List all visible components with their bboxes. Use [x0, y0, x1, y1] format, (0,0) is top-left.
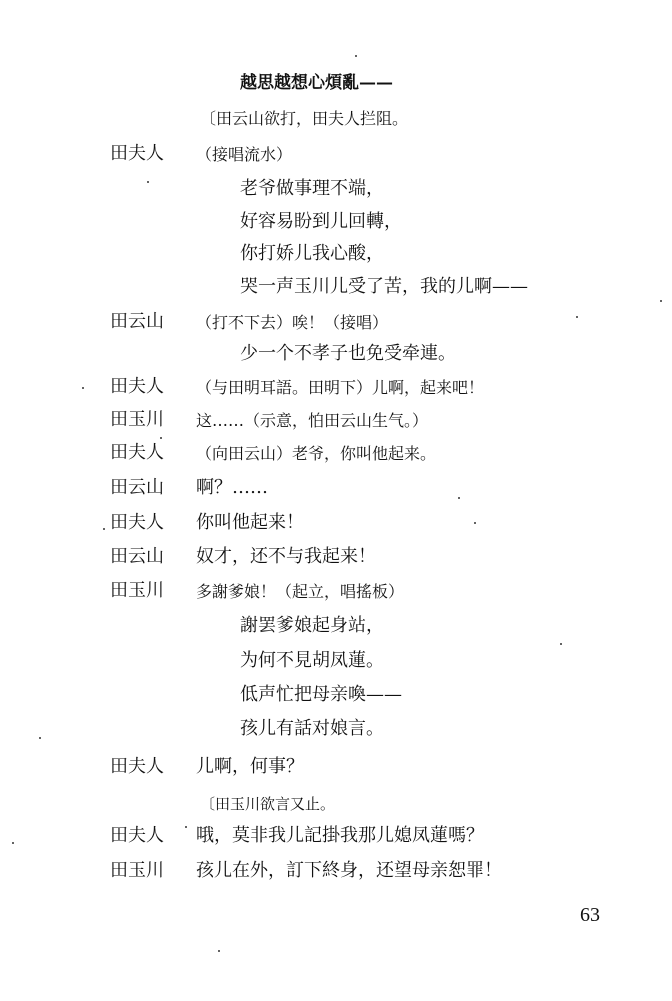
dialogue-line: （与田明耳語。田明下）儿啊，起来吧！: [196, 378, 485, 397]
dialogue-line: 儿啊，何事？: [196, 756, 304, 777]
print-speck: [103, 528, 105, 530]
print-speck: [218, 950, 220, 952]
sung-line: 孩儿有話对娘言。: [240, 718, 384, 739]
print-speck: [660, 300, 662, 302]
sung-line: 低声忙把母亲喚——: [240, 684, 402, 705]
print-speck: [576, 316, 578, 318]
sung-line: 好容易盼到儿回轉，: [240, 211, 402, 232]
dialogue-line: 哦，莫非我儿記掛我那儿媳凤蓮嗎？: [196, 825, 484, 846]
dialogue-line: 你叫他起来！: [196, 512, 304, 533]
speaker-name: 田玉川: [110, 580, 164, 601]
speaker-name: 田云山: [110, 546, 164, 567]
speaker-name: 田云山: [110, 477, 164, 498]
print-speck: [160, 437, 162, 439]
dialogue-line: 这……（示意，怕田云山生气。）: [196, 411, 429, 430]
stage-direction: 〔田玉川欲言又止。: [200, 795, 336, 813]
speaker-name: 田夫人: [110, 143, 164, 164]
stage-direction: 〔田云山欲打，田夫人拦阻。: [200, 109, 409, 128]
speaker-name: 田夫人: [110, 376, 164, 397]
dialogue-line: 多謝爹娘！（起立，唱搖板）: [196, 582, 405, 601]
sung-line: 哭一声玉川儿受了苦，我的儿啊——: [240, 276, 528, 297]
print-speck: [147, 181, 149, 183]
page-number: 63: [580, 904, 600, 926]
sung-line: 少一个不孝子也免受牵連。: [240, 343, 456, 364]
print-speck: [474, 522, 476, 524]
speaker-name: 田夫人: [110, 825, 164, 846]
speaker-name: 田夫人: [110, 756, 164, 777]
speaker-name: 田云山: [110, 311, 164, 332]
dialogue-line: 奴才，还不与我起来！: [196, 546, 376, 567]
print-speck: [185, 826, 187, 828]
print-speck: [82, 387, 84, 389]
speaker-name: 田夫人: [110, 512, 164, 533]
dialogue-line: （打不下去）唉！（接唱）: [196, 313, 389, 332]
sung-line: 謝罢爹娘起身站，: [240, 615, 384, 636]
dialogue-line: 啊？……: [196, 477, 268, 498]
print-speck: [39, 737, 41, 739]
sung-line: 为何不見胡凤蓮。: [240, 650, 384, 671]
aria-title: 越思越想心煩亂——: [240, 73, 393, 93]
dialogue-line: （接唱流水）: [196, 145, 293, 164]
speaker-name: 田玉川: [110, 860, 164, 881]
sung-line: 老爷做事理不端，: [240, 178, 384, 199]
print-speck: [12, 842, 14, 844]
print-speck: [355, 55, 357, 57]
dialogue-line: 孩儿在外，訂下終身，还望母亲恕罪！: [196, 860, 502, 881]
print-speck: [458, 497, 460, 499]
print-speck: [560, 643, 562, 645]
dialogue-line: （向田云山）老爷，你叫他起来。: [196, 444, 437, 463]
speaker-name: 田夫人: [110, 442, 164, 463]
sung-line: 你打娇儿我心酸，: [240, 243, 384, 264]
speaker-name: 田玉川: [110, 409, 164, 430]
